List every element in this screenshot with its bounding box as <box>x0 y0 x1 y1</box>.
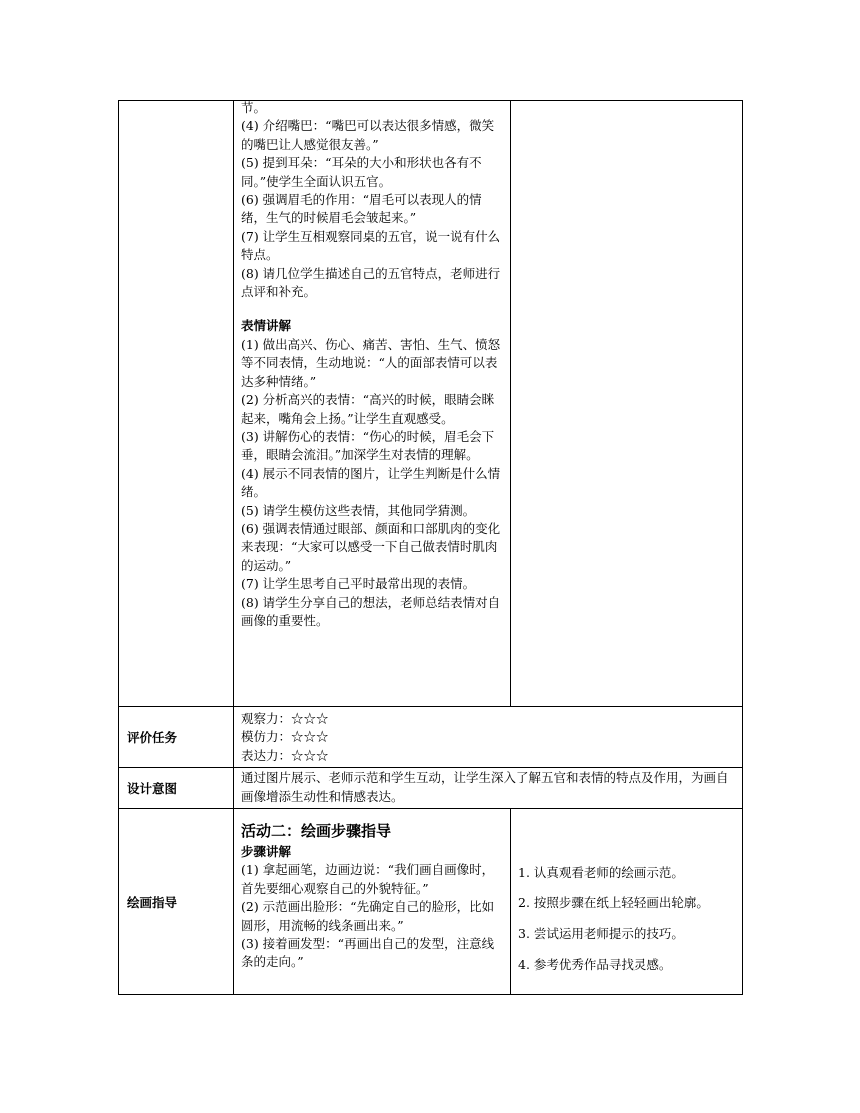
step-line: (1) 拿起画笔，边画边说：“我们画自画像时，首先要细心观察自己的外貌特征。” <box>241 862 495 896</box>
text-line: (7) 让学生互相观察同桌的五官，说一说有什么特点。 <box>241 228 501 263</box>
evaluation-item: 观察力：☆☆☆ <box>241 711 329 726</box>
text-line: (4) 介绍嘴巴：“嘴巴可以表达很多情感，微笑的嘴巴让人感觉很友善。” <box>241 118 495 152</box>
text-line: (4) 展示不同表情的图片，让学生判断是什么情绪。 <box>241 465 501 500</box>
drawing-teacher-cell <box>234 809 511 995</box>
step-line: (3) 接着画发型：“再画出自己的发型，注意线条的走向。” <box>241 936 495 970</box>
lesson-plan-table <box>118 100 743 995</box>
student-activity-item: 1. 认真观看老师的绘画示范。 <box>518 864 684 880</box>
design-intent-row <box>119 768 743 809</box>
text-line: (6) 强调眉毛的作用：“眉毛可以表现人的情绪，生气的时候眉毛会皱起来。” <box>241 192 482 226</box>
drawing-student-cell <box>511 809 743 995</box>
text-line: (2) 分析高兴的表情：“高兴的时候，眼睛会眯起来，嘴角会上扬。”让学生直观感受。 <box>241 392 495 426</box>
evaluation-label: 评价任务 <box>119 707 234 768</box>
text-line: (6) 强调表情通过眼部、颜面和口部肌肉的变化来表现：“大家可以感受一下自己做表情时肌肉的运动。” <box>241 520 501 573</box>
student-activity-item: 3. 尝试运用老师提示的技巧。 <box>518 926 684 942</box>
teacher-activity-cell <box>234 101 511 707</box>
text-line: (5) 提到耳朵：“耳朵的大小和形状也各有不同。”使学生全面认识五官。 <box>241 155 482 189</box>
text-line: (8) 请学生分享自己的想法，老师总结表情对自画像的重要性。 <box>241 594 501 628</box>
text-line: (5) 请学生模仿这些表情，其他同学猜测。 <box>241 502 476 518</box>
evaluation-item: 模仿力：☆☆☆ <box>241 729 329 745</box>
process-row <box>119 101 743 707</box>
design-intent-text: 通过图片展示、老师示范和学生互动，让学生深入了解五官和表情的特点及作用，为画自画像增添生动性和情感表达。 <box>241 770 729 804</box>
evaluation-item: 表达力：☆☆☆ <box>241 747 329 763</box>
student-activity-item: 4. 参考优秀作品寻找灵感。 <box>518 957 672 973</box>
student-activity-item: 2. 按照步骤在纸上轻轻画出轮廓。 <box>518 895 709 911</box>
student-activity-cell <box>511 101 743 707</box>
evaluation-row <box>119 707 743 768</box>
text-line: (8) 请几位学生描述自己的五官特点，老师进行点评和补充。 <box>241 265 501 300</box>
spacer <box>241 301 504 317</box>
drawing-guide-label: 绘画指导 <box>119 809 234 995</box>
design-intent-label: 设计意图 <box>119 768 234 809</box>
text-line: 节。 <box>241 100 267 115</box>
design-intent-content <box>234 768 743 809</box>
step-line: (2) 示范画出脸形：“先确定自己的脸形，比如圆形，用流畅的线条画出来。” <box>241 899 495 933</box>
expression-section-title: 表情讲解 <box>241 318 292 334</box>
evaluation-content <box>234 707 743 768</box>
empty-label-cell <box>119 101 234 707</box>
text-line: (3) 讲解伤心的表情：“伤心的时候，眉毛会下垂，眼睛会流泪。”加深学生对表情的理解。 <box>241 428 495 463</box>
text-line: (7) 让学生思考自己平时最常出现的表情。 <box>241 576 476 592</box>
drawing-guide-row <box>119 809 743 995</box>
text-line: (1) 做出高兴、伤心、痛苦、害怕、生气、愤怒等不同表情，生动地说：“人的面部表情可以表达多种情绪。” <box>241 336 501 389</box>
activity-title: 活动二：绘画步骤指导 <box>241 822 392 841</box>
steps-section-title: 步骤讲解 <box>241 844 292 860</box>
